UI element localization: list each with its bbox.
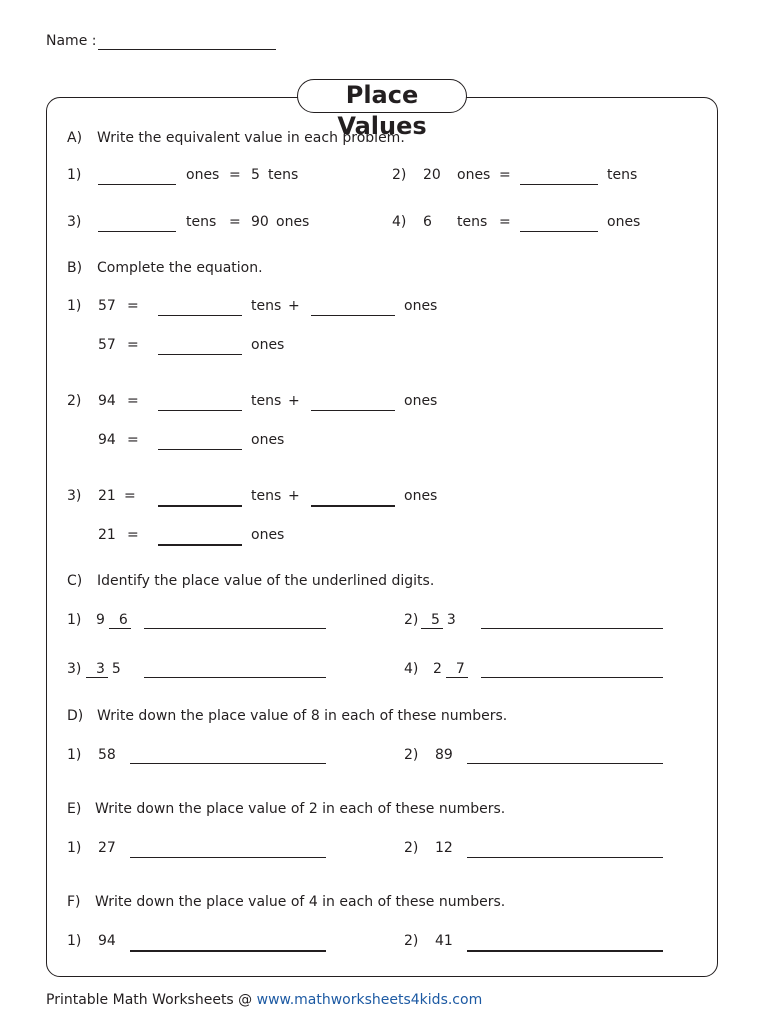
section-e-letter: E) — [67, 801, 82, 817]
a2-left-unit: ones — [457, 167, 491, 183]
b3-ones-blank[interactable] — [311, 505, 395, 507]
section-c-instruction: Identify the place value of the underlined digits. — [97, 573, 435, 589]
b2-equals-repeat: = — [127, 432, 139, 448]
b3-value-repeat: 21 — [98, 527, 116, 543]
a4-equals: = — [499, 214, 511, 230]
a2-right-unit: tens — [607, 167, 638, 183]
f1-number: 1) — [67, 933, 82, 949]
b3-tens-blank[interactable] — [158, 505, 242, 507]
b1-number: 1) — [67, 298, 82, 314]
e2-answer-blank[interactable] — [467, 857, 663, 858]
c3-answer-blank[interactable] — [144, 677, 326, 678]
b2-ones-label: ones — [404, 393, 438, 409]
b3-plus: + — [288, 488, 300, 504]
footer-text: Printable Math Worksheets @ — [46, 992, 253, 1008]
e2-number: 2) — [404, 840, 419, 856]
b3-total-ones-label: ones — [251, 527, 285, 543]
a1-answer-blank[interactable] — [98, 184, 176, 185]
e1-value: 27 — [98, 840, 116, 856]
b3-total-ones-blank[interactable] — [158, 544, 242, 546]
a3-answer-blank[interactable] — [98, 231, 176, 232]
f1-answer-blank[interactable] — [130, 950, 326, 952]
f2-answer-blank[interactable] — [467, 950, 663, 952]
section-d-letter: D) — [67, 708, 84, 724]
b1-total-ones-label: ones — [251, 337, 285, 353]
c3-digit-1-underlined: 3 — [86, 661, 108, 678]
b1-total-ones-blank[interactable] — [158, 354, 242, 355]
d1-value: 58 — [98, 747, 116, 763]
b2-value-repeat: 94 — [98, 432, 116, 448]
c1-digit-1: 9 — [96, 612, 105, 628]
section-e-instruction: Write down the place value of 2 in each of these numbers. — [95, 801, 506, 817]
section-f-letter: F) — [67, 894, 81, 910]
a1-equals: = — [229, 167, 241, 183]
a1-right-unit: tens — [268, 167, 299, 183]
d1-answer-blank[interactable] — [130, 763, 326, 764]
e2-value: 12 — [435, 840, 453, 856]
a2-answer-blank[interactable] — [520, 184, 598, 185]
b3-number: 3) — [67, 488, 82, 504]
e1-number: 1) — [67, 840, 82, 856]
c3-digits — [86, 661, 125, 678]
a4-answer-blank[interactable] — [520, 231, 598, 232]
b2-total-ones-blank[interactable] — [158, 449, 242, 450]
c4-digit-2-underlined: 7 — [446, 661, 468, 678]
section-f-instruction: Write down the place value of 4 in each of these numbers. — [95, 894, 506, 910]
d2-answer-blank[interactable] — [467, 763, 663, 764]
c2-digit-1-underlined: 5 — [421, 612, 443, 629]
c2-digits — [421, 612, 460, 629]
b2-number: 2) — [67, 393, 82, 409]
a2-value: 20 — [423, 167, 441, 183]
section-a-instruction: Write the equivalent value in each problem. — [97, 130, 405, 146]
c1-digit-2-underlined: 6 — [109, 612, 131, 629]
b1-equals-repeat: = — [127, 337, 139, 353]
c2-number: 2) — [404, 612, 419, 628]
c2-digit-2: 3 — [446, 612, 456, 628]
a4-left-unit: tens — [457, 214, 488, 230]
c4-answer-blank[interactable] — [481, 677, 663, 678]
b1-value-repeat: 57 — [98, 337, 116, 353]
footer-link[interactable]: www.mathworksheets4kids.com — [256, 992, 483, 1008]
footer — [46, 992, 482, 1008]
section-b-instruction: Complete the equation. — [97, 260, 263, 276]
a3-number: 3) — [67, 214, 82, 230]
c4-digits — [433, 661, 472, 678]
a4-right-unit: ones — [607, 214, 641, 230]
a4-number: 4) — [392, 214, 407, 230]
b2-tens-blank[interactable] — [158, 410, 242, 411]
b1-equals: = — [127, 298, 139, 314]
b1-ones-label: ones — [404, 298, 438, 314]
b2-ones-blank[interactable] — [311, 410, 395, 411]
c2-answer-blank[interactable] — [481, 628, 663, 629]
b2-plus: + — [288, 393, 300, 409]
page-title: Place Values — [297, 79, 467, 113]
b1-tens-blank[interactable] — [158, 315, 242, 316]
b2-equals: = — [127, 393, 139, 409]
name-field[interactable] — [98, 49, 276, 50]
c4-digit-1: 2 — [433, 661, 442, 677]
a3-left-unit: tens — [186, 214, 217, 230]
b1-tens-label: tens — [251, 298, 282, 314]
section-a-letter: A) — [67, 130, 83, 146]
c3-digit-2: 5 — [111, 661, 121, 677]
b2-value: 94 — [98, 393, 116, 409]
b1-ones-blank[interactable] — [311, 315, 395, 316]
b2-total-ones-label: ones — [251, 432, 285, 448]
section-c-letter: C) — [67, 573, 83, 589]
c4-number: 4) — [404, 661, 419, 677]
b3-ones-label: ones — [404, 488, 438, 504]
a3-right-unit: ones — [276, 214, 310, 230]
f2-value: 41 — [435, 933, 453, 949]
c1-answer-blank[interactable] — [144, 628, 326, 629]
c3-number: 3) — [67, 661, 82, 677]
b1-value: 57 — [98, 298, 116, 314]
f2-number: 2) — [404, 933, 419, 949]
a2-number: 2) — [392, 167, 407, 183]
b2-tens-label: tens — [251, 393, 282, 409]
b3-value: 21 — [98, 488, 116, 504]
section-b-letter: B) — [67, 260, 83, 276]
a1-value: 5 — [251, 167, 260, 183]
a1-left-unit: ones — [186, 167, 220, 183]
d2-value: 89 — [435, 747, 453, 763]
c1-number: 1) — [67, 612, 82, 628]
section-d-instruction: Write down the place value of 8 in each of these numbers. — [97, 708, 508, 724]
a3-value: 90 — [251, 214, 269, 230]
d1-number: 1) — [67, 747, 82, 763]
b3-tens-label: tens — [251, 488, 282, 504]
b3-equals-repeat: = — [127, 527, 139, 543]
d2-number: 2) — [404, 747, 419, 763]
a4-value: 6 — [423, 214, 432, 230]
c1-digits — [96, 612, 135, 629]
name-label: Name : — [46, 33, 97, 49]
b3-equals: = — [124, 488, 136, 504]
a2-equals: = — [499, 167, 511, 183]
a1-number: 1) — [67, 167, 82, 183]
b1-plus: + — [288, 298, 300, 314]
e1-answer-blank[interactable] — [130, 857, 326, 858]
f1-value: 94 — [98, 933, 116, 949]
a3-equals: = — [229, 214, 241, 230]
